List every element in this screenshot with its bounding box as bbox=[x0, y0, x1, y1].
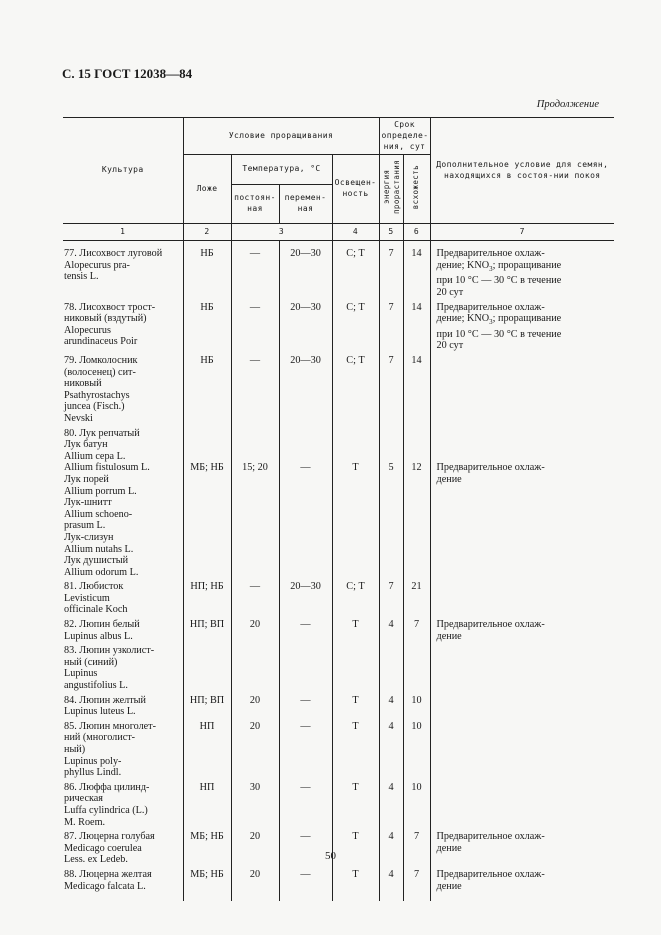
temp-variable-cell: — bbox=[279, 619, 332, 645]
germination-cell: 12 bbox=[403, 428, 430, 582]
condition-line: Предварительное охлаж- bbox=[436, 831, 545, 843]
spacer-cell bbox=[279, 895, 332, 901]
germination-cell: 10 bbox=[403, 721, 430, 782]
culture-line: tensis L. bbox=[64, 271, 99, 283]
culture-line: Lupinus luteus L. bbox=[64, 706, 136, 718]
bed-cell: НП bbox=[183, 782, 231, 831]
col-lighting: Освещен-ность bbox=[332, 155, 379, 224]
additional-condition-cell bbox=[430, 782, 614, 831]
lighting-cell: Т bbox=[332, 695, 379, 721]
col-number: 7 bbox=[430, 224, 614, 241]
germination-table bbox=[63, 117, 614, 901]
energy-cell: 7 bbox=[379, 241, 403, 302]
culture-line: Psathyrostachys bbox=[64, 389, 130, 401]
energy-cell: 4 bbox=[379, 619, 403, 645]
bed-cell: НП; ВП bbox=[183, 695, 231, 721]
culture-line: Less. ex Ledeb. bbox=[64, 854, 128, 866]
temp-variable-cell bbox=[279, 645, 332, 694]
condition-line: Предварительное охлаж- bbox=[436, 301, 545, 313]
temp-constant-cell: 30 bbox=[231, 782, 279, 831]
col-number: 4 bbox=[332, 224, 379, 241]
table-end-row bbox=[63, 895, 614, 901]
table-body bbox=[63, 241, 614, 901]
lighting-cell: Т bbox=[332, 428, 379, 582]
culture-line: никовый bbox=[64, 378, 102, 390]
energy-cell: 4 bbox=[379, 869, 403, 895]
lighting-cell: Т bbox=[332, 619, 379, 645]
condition-line: дение bbox=[436, 842, 462, 854]
spacer-cell bbox=[379, 895, 403, 901]
culture-line: 85. Люпин многолет- bbox=[64, 720, 157, 732]
culture-line: juncea (Fisch.) bbox=[64, 401, 125, 413]
culture-line: phyllus Lindl. bbox=[64, 767, 122, 779]
additional-condition-cell bbox=[430, 355, 614, 428]
condition-line: Предварительное охлаж- bbox=[436, 868, 545, 880]
condition-line: 20 сут bbox=[436, 287, 464, 298]
culture-line: Allium fistulosum L. bbox=[64, 462, 150, 474]
temp-constant-cell: — bbox=[231, 355, 279, 428]
table-row bbox=[63, 581, 614, 619]
culture-line: ний (многолист- bbox=[64, 732, 136, 744]
energy-cell: 4 bbox=[379, 782, 403, 831]
culture-line: angustifolius L. bbox=[64, 680, 128, 692]
bed-cell: НБ bbox=[183, 302, 231, 355]
temp-constant-cell: 20 bbox=[231, 869, 279, 895]
page-number: 50 bbox=[325, 850, 336, 862]
condition-line: дение; $KNO_3$; проращивание bbox=[436, 259, 562, 273]
germination-cell: 14 bbox=[403, 355, 430, 428]
culture-line: 83. Люпин узколист- bbox=[64, 645, 155, 657]
bed-cell: НП; ВП bbox=[183, 619, 231, 645]
culture-line: Medicago coerulea bbox=[64, 842, 142, 854]
condition-line: при 10 °С — 30 °С в течение bbox=[436, 328, 562, 340]
culture-cell bbox=[63, 782, 183, 831]
spacer-cell bbox=[430, 895, 614, 901]
culture-line: Лук-слизун bbox=[64, 531, 114, 543]
condition-line: Предварительное охлаж- bbox=[436, 462, 545, 474]
culture-line: 81. Любисток bbox=[64, 581, 124, 593]
energy-cell: 7 bbox=[379, 355, 403, 428]
temp-variable-cell: — bbox=[279, 831, 332, 869]
temp-variable-cell: — bbox=[279, 721, 332, 782]
bed-cell: МБ; НБ bbox=[183, 428, 231, 582]
culture-line: 87. Люцерна голубая bbox=[64, 831, 155, 843]
culture-line: ный (синий) bbox=[64, 656, 118, 668]
temp-constant-cell: — bbox=[231, 241, 279, 302]
condition-line: 20 сут bbox=[436, 340, 464, 352]
culture-line: prasum L. bbox=[64, 520, 106, 532]
germination-cell: 7 bbox=[403, 619, 430, 645]
energy-cell: 4 bbox=[379, 721, 403, 782]
table-row bbox=[63, 782, 614, 831]
temp-variable-cell: — bbox=[279, 869, 332, 895]
culture-line: Alopecurus pra- bbox=[64, 259, 130, 271]
energy-cell: 4 bbox=[379, 831, 403, 869]
culture-line: arundinaceus Poir bbox=[64, 336, 138, 348]
bed-cell: МБ; НБ bbox=[183, 869, 231, 895]
temp-constant-cell: 20 bbox=[231, 695, 279, 721]
bed-cell: НБ bbox=[183, 355, 231, 428]
culture-line: Allium nutahs L. bbox=[64, 543, 134, 555]
additional-condition-cell bbox=[430, 428, 614, 582]
culture-cell bbox=[63, 581, 183, 619]
lighting-cell: Т bbox=[332, 721, 379, 782]
temp-constant-cell: — bbox=[231, 581, 279, 619]
additional-condition-cell bbox=[430, 302, 614, 355]
temp-constant-cell bbox=[231, 645, 279, 694]
germination-cell: 7 bbox=[403, 869, 430, 895]
culture-line: officinale Koch bbox=[64, 604, 128, 616]
culture-line: Medicago falcata L. bbox=[64, 880, 146, 892]
culture-line: 88. Люцерна желтая bbox=[64, 868, 152, 880]
table-row bbox=[63, 302, 614, 355]
bed-cell: НП; НБ bbox=[183, 581, 231, 619]
additional-condition-cell bbox=[430, 695, 614, 721]
lighting-cell: Т bbox=[332, 831, 379, 869]
bed-cell: НБ bbox=[183, 241, 231, 302]
lighting-cell bbox=[332, 645, 379, 694]
bed-cell bbox=[183, 645, 231, 694]
col-number: 6 bbox=[403, 224, 430, 241]
temp-variable-cell: — bbox=[279, 428, 332, 582]
col-number: 3 bbox=[231, 224, 332, 241]
additional-condition-cell bbox=[430, 241, 614, 302]
culture-cell bbox=[63, 355, 183, 428]
page-title: С. 15 ГОСТ 12038—84 bbox=[62, 66, 193, 81]
energy-cell: 5 bbox=[379, 428, 403, 582]
table-row bbox=[63, 869, 614, 895]
table-row bbox=[63, 721, 614, 782]
culture-line: 77. Лисохвост луговой bbox=[64, 248, 163, 260]
lighting-cell: Т bbox=[332, 782, 379, 831]
culture-line: рическая bbox=[64, 793, 103, 805]
germination-cell: 14 bbox=[403, 302, 430, 355]
continuation-label: Продолжение bbox=[536, 99, 599, 110]
lighting-cell: С; Т bbox=[332, 302, 379, 355]
condition-line: дение bbox=[436, 473, 462, 485]
culture-line: 79. Ломколосник bbox=[64, 355, 138, 366]
additional-condition-cell bbox=[430, 645, 614, 694]
culture-line: M. Roem. bbox=[64, 816, 106, 828]
energy-cell: 4 bbox=[379, 695, 403, 721]
germination-cell: 21 bbox=[403, 581, 430, 619]
culture-line: Лук порей bbox=[64, 473, 109, 485]
culture-cell bbox=[63, 645, 183, 694]
culture-line: Nevski bbox=[64, 412, 93, 424]
culture-line: Лук душистый bbox=[64, 555, 129, 567]
culture-cell bbox=[63, 619, 183, 645]
col-term: Срок определе-ния, сут bbox=[379, 118, 430, 155]
col-temperature: Температура, °С bbox=[231, 155, 332, 185]
table-row bbox=[63, 241, 614, 302]
col-number: 2 bbox=[183, 224, 231, 241]
additional-condition-cell bbox=[430, 721, 614, 782]
culture-line: 86. Люффа цилинд- bbox=[64, 781, 150, 793]
spacer-cell bbox=[183, 895, 231, 901]
culture-line: Лук-шнитт bbox=[64, 497, 112, 509]
temp-variable-cell: — bbox=[279, 695, 332, 721]
col-energy: энергия прорастания bbox=[379, 155, 403, 224]
culture-cell bbox=[63, 241, 183, 302]
spacer-cell bbox=[63, 895, 183, 901]
culture-line: Levisticum bbox=[64, 592, 110, 604]
culture-line: 78. Лисохвост трост- bbox=[64, 301, 156, 313]
col-culture: Культура bbox=[63, 118, 183, 224]
energy-cell: 7 bbox=[379, 581, 403, 619]
additional-condition-cell bbox=[430, 619, 614, 645]
lighting-cell: Т bbox=[332, 869, 379, 895]
col-number: 1 bbox=[63, 224, 183, 241]
lighting-cell: С; Т bbox=[332, 241, 379, 302]
bed-cell: МБ; НБ bbox=[183, 831, 231, 869]
germination-cell: 14 bbox=[403, 241, 430, 302]
germination-cell: 10 bbox=[403, 782, 430, 831]
culture-cell bbox=[63, 721, 183, 782]
temp-constant-cell: — bbox=[231, 302, 279, 355]
col-conditions: Условие проращивания bbox=[183, 118, 379, 155]
col-constant: постоян-ная bbox=[231, 185, 279, 224]
culture-line: Лук батун bbox=[64, 439, 108, 451]
culture-line: Allium odorum L. bbox=[64, 566, 139, 578]
lighting-cell: С; Т bbox=[332, 355, 379, 428]
spacer-cell bbox=[231, 895, 279, 901]
culture-line: 80. Лук репчатый bbox=[64, 427, 140, 439]
col-variable: перемен-ная bbox=[279, 185, 332, 224]
culture-line: Luffa cylindrica (L.) bbox=[64, 804, 148, 816]
spacer-cell bbox=[332, 895, 379, 901]
condition-line: дение bbox=[436, 880, 462, 892]
condition-line: Предварительное охлаж- bbox=[436, 248, 545, 260]
condition-line: Предварительное охлаж- bbox=[436, 619, 545, 631]
culture-line: Alopecurus bbox=[64, 324, 111, 336]
culture-cell bbox=[63, 302, 183, 355]
culture-line: 84. Люпин желтый bbox=[64, 694, 146, 706]
culture-line: никовый (вздутый) bbox=[64, 313, 147, 325]
table-row bbox=[63, 645, 614, 694]
col-number: 5 bbox=[379, 224, 403, 241]
temp-variable-cell: 20—30 bbox=[279, 355, 332, 428]
germination-cell: 7 bbox=[403, 831, 430, 869]
col-bed: Ложе bbox=[183, 155, 231, 224]
culture-line: Lupinus poly- bbox=[64, 755, 122, 767]
table-row bbox=[63, 355, 614, 428]
col-germination: всхожесть bbox=[403, 155, 430, 224]
culture-line: Lupinus albus L. bbox=[64, 630, 133, 642]
culture-cell bbox=[63, 869, 183, 895]
culture-line: ный) bbox=[64, 744, 86, 755]
table-row bbox=[63, 695, 614, 721]
culture-cell bbox=[63, 428, 183, 582]
culture-line: Allium porrum L. bbox=[64, 485, 137, 497]
temp-variable-cell: 20—30 bbox=[279, 241, 332, 302]
culture-line: Lupinus bbox=[64, 668, 98, 680]
spacer-cell bbox=[403, 895, 430, 901]
energy-cell: 7 bbox=[379, 302, 403, 355]
temp-constant-cell: 20 bbox=[231, 831, 279, 869]
temp-variable-cell: — bbox=[279, 782, 332, 831]
culture-line: Allium schoeno- bbox=[64, 508, 133, 520]
condition-line: при 10 °С — 30 °С в течение bbox=[436, 275, 562, 287]
germination-cell: 10 bbox=[403, 695, 430, 721]
bed-cell: НП bbox=[183, 721, 231, 782]
culture-line: (волосенец) сит- bbox=[64, 366, 136, 378]
culture-line: Allium cepa L. bbox=[64, 450, 126, 462]
germination-cell bbox=[403, 645, 430, 694]
culture-line: 82. Люпин белый bbox=[64, 619, 140, 631]
temp-constant-cell: 15; 20 bbox=[231, 428, 279, 582]
additional-condition-cell bbox=[430, 869, 614, 895]
condition-line: дение bbox=[436, 630, 462, 642]
energy-cell bbox=[379, 645, 403, 694]
temp-variable-cell: 20—30 bbox=[279, 302, 332, 355]
additional-condition-cell bbox=[430, 581, 614, 619]
temp-variable-cell: 20—30 bbox=[279, 581, 332, 619]
culture-cell bbox=[63, 695, 183, 721]
table-row bbox=[63, 619, 614, 645]
table-row bbox=[63, 428, 614, 582]
temp-constant-cell: 20 bbox=[231, 619, 279, 645]
col-additional: Дополнительное условие для семян, находящихся в состоя-нии покоя bbox=[430, 118, 614, 224]
condition-line: дение; $KNO_3$; проращивание bbox=[436, 313, 562, 327]
temp-constant-cell: 20 bbox=[231, 721, 279, 782]
lighting-cell: С; Т bbox=[332, 581, 379, 619]
